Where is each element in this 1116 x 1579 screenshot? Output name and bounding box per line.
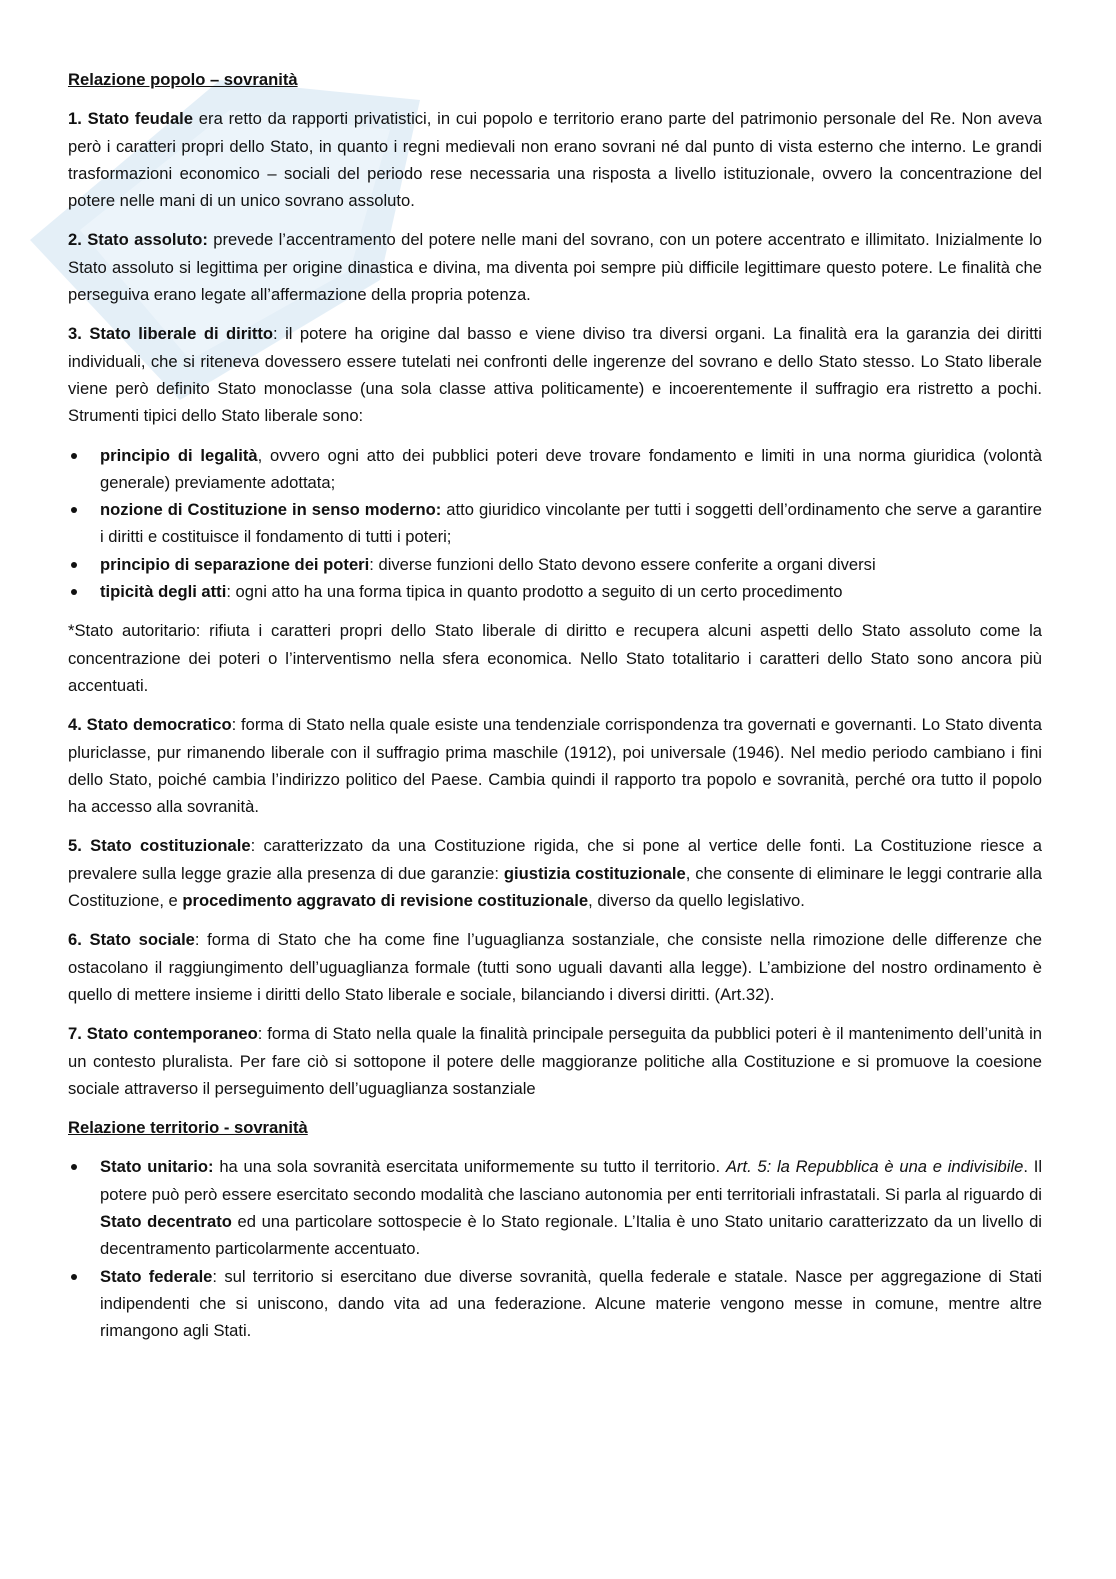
bullet-icon (71, 507, 77, 513)
paragraph-stato-contemporaneo: 7. Stato contemporaneo: forma di Stato nella quale la finalità principale perseguita da pubblici poteri è il mantenimento dell’unità in un contesto pluralista. Per fare ciò si sottopone il potere delle maggioranze politiche alla Costituzione e si promuove la coesione sociale attraverso il perseguimento dell’uguaglianza sostanziale (68, 1024, 1042, 1098)
section-heading-popolo: Relazione popolo – sovranità (68, 70, 298, 89)
bullet-icon (71, 562, 77, 568)
paragraph-stato-feudale: 1. Stato feudale era retto da rapporti privatistici, in cui popolo e territorio erano parte del patrimonio personale del Re. Non aveva però i caratteri propri dello Stato, in quanto i regni medievali non erano sovrani né dal punto di vista esterno che interno. Le grandi trasformazioni economico – sociali del periodo rese necessaria una risposta a livello istituzionale, ovvero la concentrazione del potere nelle mani di un unico sovrano assoluto. (68, 109, 1042, 211)
paragraph-stato-democratico: 4. Stato democratico: forma di Stato nella quale esiste una tendenziale corrispondenza tra governati e governanti. Lo Stato diventa pluriclasse, pur rimanendo liberale con il suffragio prima maschile (1912), poi universale (1946). Nel medio periodo cambiano i fini dello Stato, poiché cambia l’indirizzo politico del Paese. Cambia quindi il rapporto tra popolo e sovranità, perché ora tutto il popolo ha accesso alla sovranità. (68, 715, 1042, 817)
paragraph-stato-costituzionale: 5. Stato costituzionale: caratterizzato da una Costituzione rigida, che si pone al vertice delle fonti. La Costituzione riesce a prevalere sulla legge grazie alla presenza di due garanzie: giustizia costituzionale, che consente di eliminare le leggi contrarie alla Costituzione, e procedimento aggravato di revisione costituzionale, diverso da quello legislativo. (68, 836, 1043, 911)
list-item-stato-federale: Stato federale: sul territorio si esercitano due diverse sovranità, quella federale e statale. Nasce per aggregazione di Stati indipendenti che si uniscono, dando vita ad una federazione. Alcune materie vengono messe in comune, mentre altre rimangono agli Stati. (68, 1263, 1042, 1345)
bullet-list-territorio (68, 1153, 1042, 1344)
list-item: principio di legalità, ovvero ogni atto dei pubblici poteri deve trovare fondamento e limiti in una norma giuridica (volontà generale) previamente adottata; (68, 442, 1042, 497)
list-item: principio di separazione dei poteri: diverse funzioni dello Stato devono essere conferite a organi diversi (68, 551, 1042, 578)
bullet-icon (71, 1274, 77, 1280)
list-item: tipicità degli atti: ogni atto ha una forma tipica in quanto prodotto a seguito di un certo procedimento (68, 578, 1042, 605)
paragraph-stato-liberale: 3. Stato liberale di diritto: il potere ha origine dal basso e viene diviso tra diversi organi. La finalità era la garanzia dei diritti individuali, che si riteneva dovessero essere tutelati nei confronti delle ingerenze del sovrano e dello Stato stesso. Lo Stato liberale viene però definito Stato monoclasse (una sola classe attiva politicamente) e incoerentemente il suffragio era ristretto a pochi. Strumenti tipici dello Stato liberale sono: (68, 324, 1042, 426)
list-item: nozione di Costituzione in senso moderno: atto giuridico vincolante per tutti i soggetti dell’ordinamento che serve a garantire i diritti e costituisce il fondamento di tutti i poteri; (68, 496, 1042, 551)
bullet-icon (71, 589, 77, 595)
paragraph-stato-sociale: 6. Stato sociale: forma di Stato che ha come fine l’uguaglianza sostanziale, che consiste nella rimozione delle differenze che ostacolano il raggiungimento dell’uguaglianza formale (tutti sono uguali davanti alla legge). L’ambizione del nostro ordinamento è quello di mettere insieme i diritti dello Stato liberale e sociale, bilanciando i diversi diritti. (Art.32). (68, 930, 1042, 1004)
bullet-list-liberale (68, 442, 1042, 606)
section-heading-territorio: Relazione territorio - sovranità (68, 1118, 308, 1138)
paragraph-stato-assoluto: 2. Stato assoluto: prevede l’accentramento del potere nelle mani del sovrano, con un potere accentrato e illimitato. Inizialmente lo Stato assoluto si legittima per origine dinastica e divina, ma diventa poi sempre più difficile legittimare questo potere. Le finalità che perseguiva erano legate all’affermazione della propria potenza. (68, 230, 1042, 305)
paragraph-note-autoritario: *Stato autoritario: rifiuta i caratteri propri dello Stato liberale di diritto e recupera alcuni aspetti dello Stato assoluto come la concentrazione dei poteri o l’interventismo nella sfera economica. Nello Stato totalitario i caratteri dello Stato sono ancora più accentuati. (68, 621, 1042, 695)
bullet-icon (71, 453, 77, 459)
document-page (68, 66, 1042, 1356)
bullet-icon (71, 1164, 77, 1170)
list-item-stato-unitario: Stato unitario: ha una sola sovranità esercitata uniformemente su tutto il territorio. Art. 5: la Repubblica è una e indivisibile. Il potere può però essere esercitato secondo modalità che lasciano autonomia per enti territoriali infrastatali. Si parla al riguardo di Stato decentrato ed una particolare sottospecie è lo Stato regionale. L’Italia è uno Stato unitario caratterizzato da un livello di decentramento particolarmente accentuato. (68, 1153, 1042, 1262)
